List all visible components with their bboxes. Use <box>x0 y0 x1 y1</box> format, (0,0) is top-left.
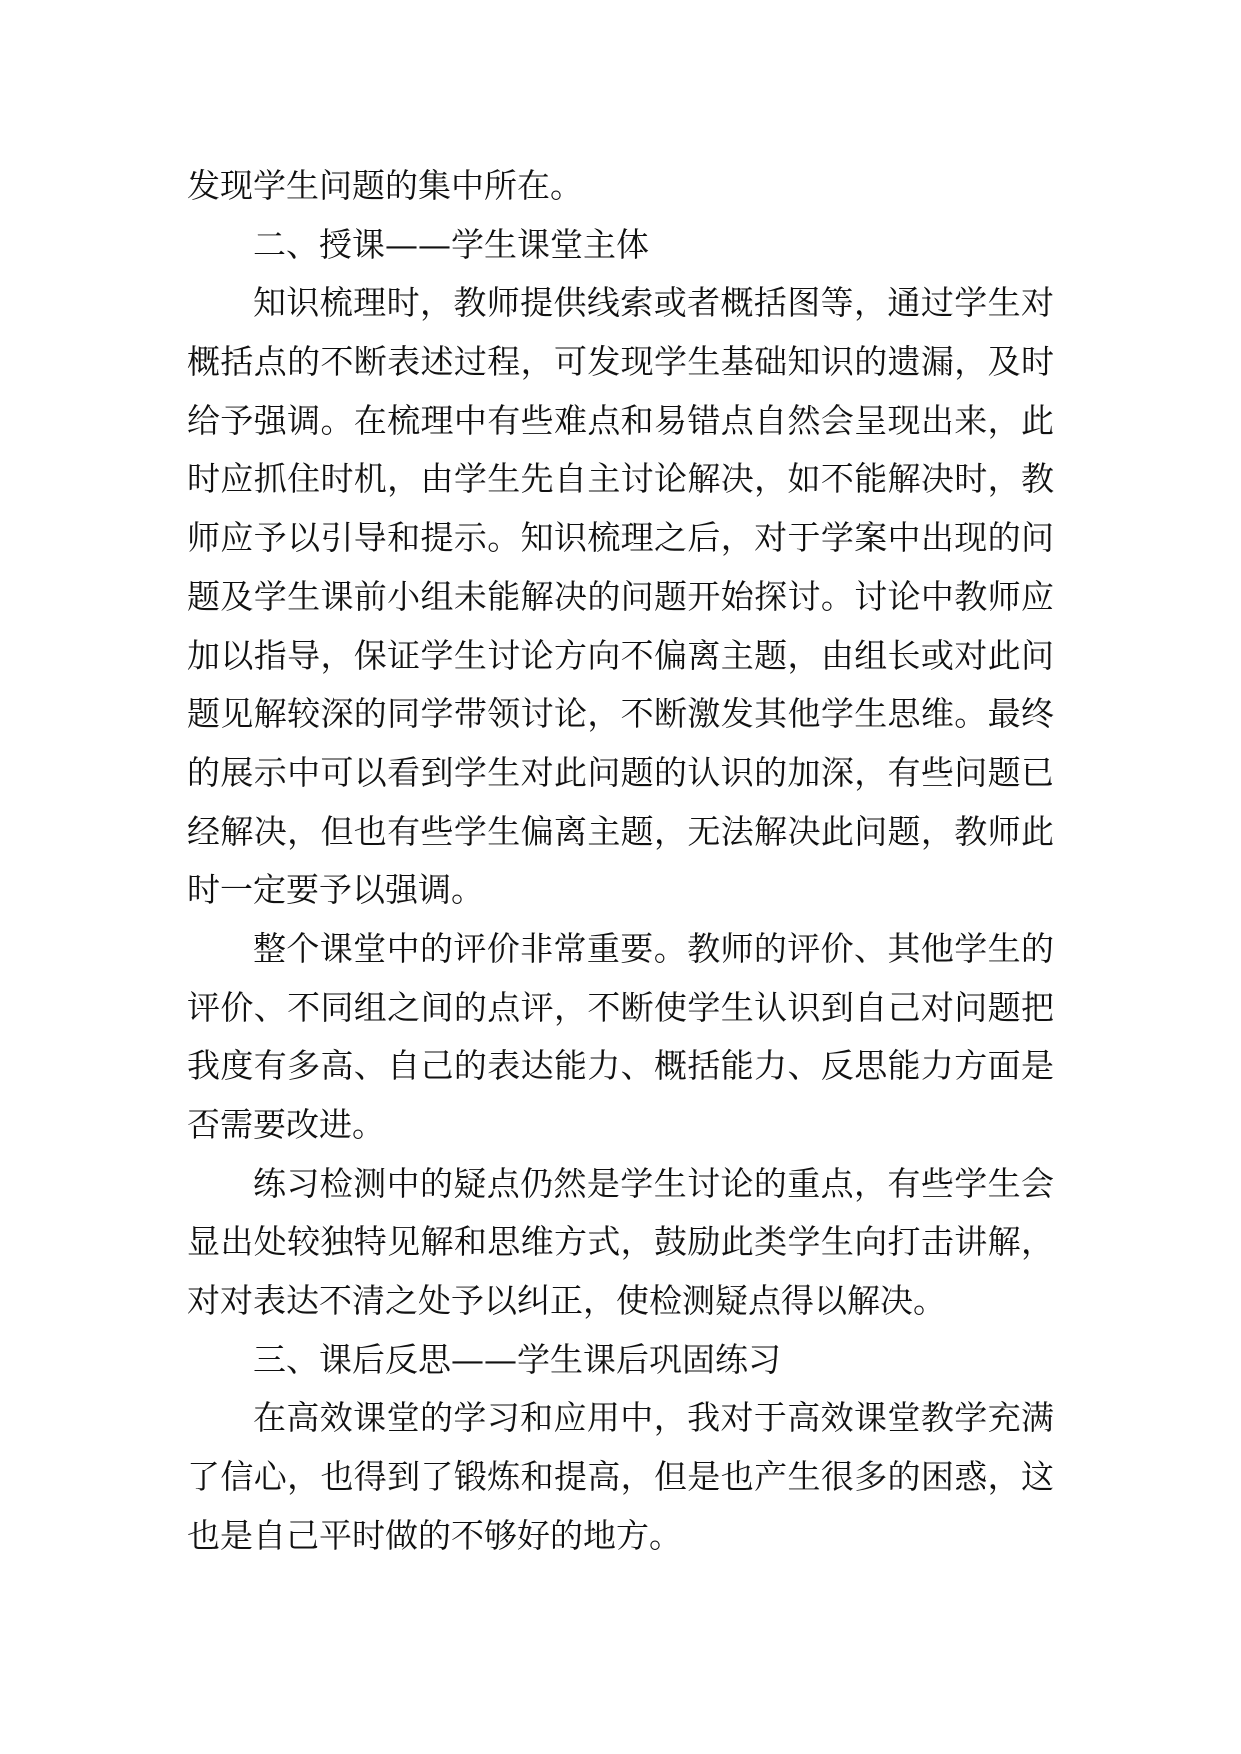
section-heading <box>187 216 1054 275</box>
text-line: 我度有多高、自己的表达能力、概括能力、反思能力方面是 <box>187 1046 1054 1086</box>
section-heading-text: 三、课后反思——学生课后巩固练习 <box>253 1339 781 1379</box>
paragraph <box>187 274 1054 920</box>
text-line: 知识梳理时，教师提供线索或者概括图等，通过学生对 <box>253 283 1054 323</box>
text-line: 练习检测中的疑点仍然是学生讨论的重点，有些学生会 <box>253 1163 1054 1203</box>
text-line: 概括点的不断表述过程，可发现学生基础知识的遗漏，及时 <box>187 342 1054 382</box>
text-line: 时应抓住时机，由学生先自主讨论解决，如不能解决时，教 <box>187 459 1054 499</box>
document-body <box>187 157 1054 1566</box>
text-line: 经解决，但也有些学生偏离主题，无法解决此问题，教师此 <box>187 811 1054 851</box>
text-line: 的展示中可以看到学生对此问题的认识的加深，有些问题已 <box>187 752 1054 792</box>
paragraph <box>187 1389 1054 1565</box>
paragraph <box>187 920 1054 1155</box>
text-line: 也是自己平时做的不够好的地方。 <box>187 1515 682 1555</box>
paragraph <box>187 157 1054 216</box>
text-line: 题及学生课前小组未能解决的问题开始探讨。讨论中教师应 <box>187 576 1054 616</box>
text-line: 题见解较深的同学带领讨论，不断激发其他学生思维。最终 <box>187 694 1054 734</box>
text-line: 发现学生问题的集中所在。 <box>187 166 583 205</box>
text-line: 评价、不同组之间的点评，不断使学生认识到自己对问题把 <box>187 987 1054 1027</box>
text-line: 时一定要予以强调。 <box>187 870 484 910</box>
text-line: 师应予以引导和提示。知识梳理之后，对于学案中出现的问 <box>187 518 1054 558</box>
text-line: 对对表达不清之处予以纠正，使检测疑点得以解决。 <box>187 1281 946 1321</box>
text-line: 给予强调。在梳理中有些难点和易错点自然会呈现出来，此 <box>187 400 1054 440</box>
text-line: 加以指导，保证学生讨论方向不偏离主题，由组长或对此问 <box>187 635 1054 675</box>
text-line: 了信心，也得到了锻炼和提高，但是也产生很多的困惑，这 <box>187 1457 1054 1497</box>
text-line: 否需要改进。 <box>187 1105 385 1144</box>
paragraph <box>187 1155 1054 1331</box>
text-line: 显出处较独特见解和思维方式，鼓励此类学生向打击讲解， <box>187 1222 1054 1262</box>
text-line: 整个课堂中的评价非常重要。教师的评价、其他学生的 <box>253 928 1054 968</box>
section-heading <box>187 1331 1054 1390</box>
section-heading-text: 二、授课——学生课堂主体 <box>253 224 649 264</box>
text-line: 在高效课堂的学习和应用中，我对于高效课堂教学充满 <box>253 1398 1054 1438</box>
